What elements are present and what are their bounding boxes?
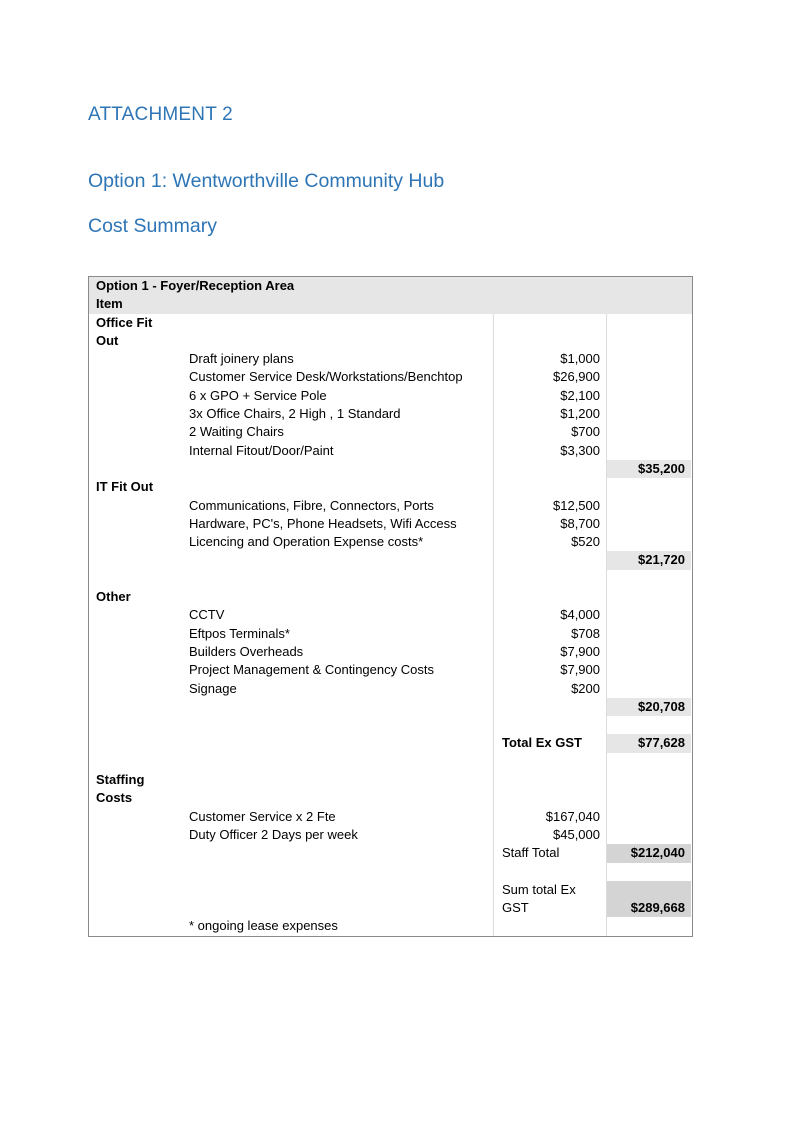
item-amount: $4,000 (560, 607, 600, 623)
item-label: Duty Officer 2 Days per week (189, 826, 358, 842)
sum-total-row (89, 881, 692, 899)
attachment-heading: ATTACHMENT 2 (88, 104, 233, 125)
total-label: Total Ex GST (502, 735, 582, 751)
table-row (89, 350, 692, 368)
cost-summary-table (88, 276, 693, 937)
item-amount: $700 (571, 424, 600, 440)
section-row (89, 332, 692, 350)
table-row (89, 625, 692, 643)
table-row (89, 405, 692, 423)
item-label: Signage (189, 680, 237, 696)
sum-total-value: $289,668 (607, 899, 691, 917)
other-subtotal: $20,708 (607, 698, 691, 716)
item-amount: $520 (571, 534, 600, 550)
item-label: Eftpos Terminals* (189, 625, 290, 641)
section-label-staffing: Costs (96, 790, 133, 806)
item-amount: $2,100 (560, 387, 600, 403)
section-label-other: Other (96, 589, 131, 605)
table-row (89, 643, 692, 661)
item-label: 2 Waiting Chairs (189, 424, 284, 440)
total-row (89, 734, 692, 752)
section-row (89, 314, 692, 332)
spacer-row (89, 716, 692, 734)
item-amount: $200 (571, 680, 600, 696)
item-amount: $708 (571, 625, 600, 641)
table-row (89, 808, 692, 826)
item-amount: $8,700 (560, 515, 600, 531)
table-row (89, 680, 692, 698)
item-amount: $3,300 (560, 442, 600, 458)
item-label: Customer Service Desk/Workstations/Benchtop (189, 369, 463, 385)
section-label-office: Office Fit (96, 314, 153, 330)
item-amount: $12,500 (553, 497, 600, 513)
item-label: 3x Office Chairs, 2 High , 1 Standard (189, 406, 401, 422)
item-label: Communications, Fibre, Connectors, Ports (189, 497, 434, 513)
table-row (89, 368, 692, 386)
total-value: $77,628 (607, 734, 691, 752)
item-amount: $7,900 (560, 662, 600, 678)
item-amount: $1,000 (560, 351, 600, 367)
item-amount: $45,000 (553, 826, 600, 842)
item-amount: $1,200 (560, 406, 600, 422)
footnote: * ongoing lease expenses (189, 918, 338, 934)
item-label: Customer Service x 2 Fte (189, 808, 336, 824)
table-row (89, 826, 692, 844)
document-title: Option 1: Wentworthville Community Hub (88, 170, 445, 192)
table-row (89, 533, 692, 551)
table-row (89, 515, 692, 533)
footnote-row (89, 917, 692, 935)
table-row (89, 497, 692, 515)
table-row (89, 423, 692, 441)
item-label: Licencing and Operation Expense costs* (189, 534, 424, 550)
subtotal-row (89, 698, 692, 716)
table-header-row (89, 277, 692, 295)
table-header-row (89, 295, 692, 313)
section-label-staffing: Staffing (96, 772, 145, 788)
staff-total-label: Staff Total (502, 845, 560, 861)
section-label-office: Out (96, 332, 119, 348)
sum-total-row (89, 899, 692, 917)
item-label: Internal Fitout/Door/Paint (189, 442, 334, 458)
it-subtotal: $21,720 (607, 551, 691, 569)
table-header-item: Item (96, 296, 123, 312)
item-amount: $26,900 (553, 369, 600, 385)
sum-total-label: GST (502, 900, 529, 916)
sum-total-label: Sum total Ex (502, 881, 576, 897)
subtotal-row (89, 460, 692, 478)
table-row (89, 387, 692, 405)
sum-total-shade (607, 881, 691, 899)
item-amount: $167,040 (545, 808, 600, 824)
section-row (89, 789, 692, 807)
office-subtotal: $35,200 (607, 460, 691, 478)
item-label: Builders Overheads (189, 643, 304, 659)
table-row (89, 606, 692, 624)
table-row (89, 442, 692, 460)
section-row (89, 588, 692, 606)
table-header-title: Option 1 - Foyer/Reception Area (96, 278, 295, 293)
spacer-row (89, 753, 692, 771)
spacer-row (89, 863, 692, 881)
staff-total-row (89, 844, 692, 862)
subtotal-row (89, 551, 692, 569)
item-label: 6 x GPO + Service Pole (189, 387, 327, 403)
section-subtitle: Cost Summary (88, 215, 217, 237)
item-label: Draft joinery plans (189, 351, 294, 367)
item-label: Project Management & Contingency Costs (189, 662, 434, 678)
section-row (89, 771, 692, 789)
item-amount: $7,900 (560, 643, 600, 659)
item-label: CCTV (189, 607, 225, 623)
table-row (89, 661, 692, 679)
section-label-it: IT Fit Out (96, 479, 154, 495)
staff-total-value: $212,040 (607, 844, 691, 862)
section-row (89, 478, 692, 496)
spacer-row (89, 570, 692, 588)
item-label: Hardware, PC's, Phone Headsets, Wifi Access (189, 515, 457, 531)
